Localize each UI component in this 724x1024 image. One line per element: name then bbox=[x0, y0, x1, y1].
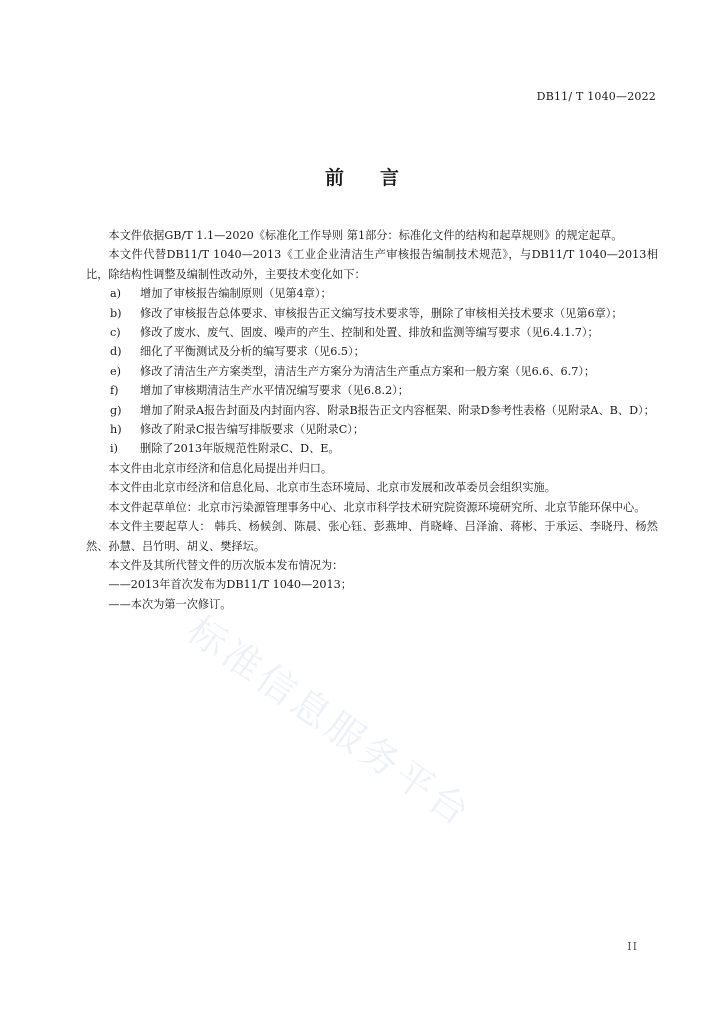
paragraph: 本文件由北京市经济和信息化局、北京市生态环境局、北京市发展和改革委员会组织实施。 bbox=[108, 481, 556, 495]
list-item-text: 增加了附录A报告封面及内封面内容、附录B报告正文内容框架、附录D参考性表格（见附录A、B、D）； bbox=[140, 403, 655, 417]
paragraph: 本文件主要起草人： 韩兵、杨候剑、陈晨、张心钰、彭燕坤、肖晓峰、吕泽渝、蒋彬、于承运、李晓丹、杨然然、孙慧、吕竹明、胡义、樊择坛。 bbox=[86, 520, 658, 553]
list-item-label: c) bbox=[110, 326, 121, 340]
list-item-label: g) bbox=[110, 403, 122, 417]
list-item-text: 修改了废水、废气、固废、噪声的产生、控制和处置、排放和监测等编写要求（见6.4.1.7）； bbox=[140, 326, 599, 340]
list-item bbox=[86, 304, 658, 323]
list-item bbox=[86, 439, 658, 458]
document-code: DB11/ T 1040—2022 bbox=[536, 90, 656, 103]
list-item-label: b) bbox=[110, 306, 122, 320]
list-item-label: a) bbox=[110, 287, 122, 301]
paragraph: 本文件代替DB11/T 1040—2013《工业企业清洁生产审核报告编制技术规范》，与DB11/T 1040—2013相比，除结构性调整及编制性改动外，主要技术变化如下： bbox=[86, 248, 658, 281]
list-item-text: 修改了审核报告总体要求、审核报告正文编写技术要求等，删除了审核相关技术要求（见第6章）； bbox=[140, 306, 623, 320]
list-item-text: 修改了清洁生产方案类型，清洁生产方案分为清洁生产重点方案和一般方案（见6.6、6.7）； bbox=[140, 364, 596, 378]
list-item-label: h) bbox=[110, 423, 122, 437]
paragraph: 本文件由北京市经济和信息化局提出并归口。 bbox=[108, 461, 333, 475]
list-item-label: d) bbox=[110, 345, 122, 359]
paragraph: ——本次为第一次修订。 bbox=[108, 597, 232, 611]
list-item-label: e) bbox=[110, 364, 121, 378]
list-item bbox=[86, 401, 658, 420]
list-item-text: 删除了2013年版规范性附录C、D、E。 bbox=[140, 442, 340, 456]
paragraph: ——2013年首次发布为DB11/T 1040—2013； bbox=[108, 578, 352, 592]
paragraph: 本文件起草单位：北京市污染源管理事务中心、北京市科学技术研究院资源环境研究所、北京节能环保中心。 bbox=[108, 500, 646, 514]
list-item-text: 增加了审核期清洁生产水平情况编写要求（见6.8.2）； bbox=[140, 384, 409, 398]
list-item-label: f) bbox=[110, 384, 119, 398]
page-number: II bbox=[627, 940, 638, 953]
foreword-body bbox=[86, 226, 658, 614]
paragraph: 本文件及其所代替文件的历次版本发布情况为： bbox=[108, 558, 344, 572]
paragraph: 本文件依据GB/T 1.1—2020《标准化工作导则 第1部分：标准化文件的结构和起草规则》的规定起草。 bbox=[108, 229, 623, 242]
list-item bbox=[86, 381, 658, 400]
list-item-text: 细化了平衡测试及分析的编写要求（见6.5）； bbox=[140, 345, 365, 359]
list-item-text: 增加了审核报告编制原则（见第4章）； bbox=[140, 287, 332, 301]
list-item bbox=[86, 342, 658, 361]
list-item bbox=[86, 420, 658, 439]
page-title: 前言 bbox=[324, 167, 435, 189]
list-item bbox=[86, 362, 658, 381]
list-item-label: i) bbox=[110, 442, 118, 456]
watermark: 标准信息服务平台 bbox=[179, 607, 481, 837]
list-item-text: 修改了附录C报告编写排版要求（见附录C）； bbox=[140, 423, 365, 437]
changes-list bbox=[86, 284, 658, 459]
list-item bbox=[86, 323, 658, 342]
list-item bbox=[86, 284, 658, 303]
